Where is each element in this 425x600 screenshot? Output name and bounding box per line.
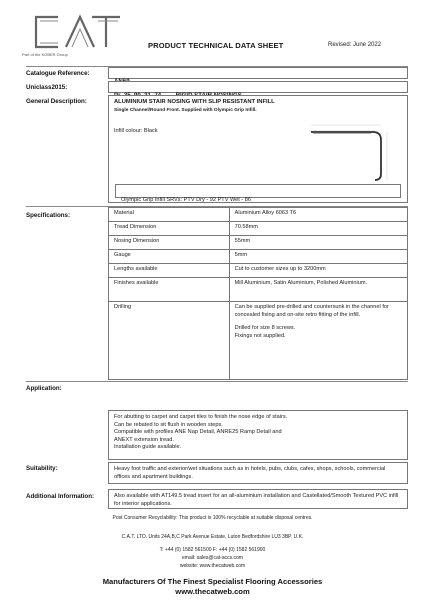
table-row (109, 264, 408, 278)
suitability-box (108, 462, 408, 484)
infill-colour: Infill colour: Black (114, 128, 158, 134)
spec-value-note: Drilled for size 8 screws. (234, 325, 296, 332)
specifications-table (108, 207, 408, 380)
description-title: ALUMINIUM STAIR NOSING WITH SLIP RESISTANT INFILL (114, 99, 275, 105)
spec-key: Finishes available (109, 278, 230, 302)
additional-text: Also available with AT149.5 tread insert for an all-aluminium installation and Castellated/Smooth Textured PVC infill for interior applications. (114, 493, 399, 507)
application-line: Can be rebated to sit flush in wooden steps. (114, 421, 223, 428)
page-header (0, 0, 425, 62)
logo-tagline: Part of the KOBER Group (22, 52, 68, 57)
company-website: website: www.thecatweb.com (179, 563, 246, 569)
spec-value: 70.58mm (229, 222, 407, 236)
additional-box (108, 489, 408, 509)
spec-key: Lengths available (109, 264, 230, 278)
application-line: Installation guide available. (114, 444, 182, 451)
catalogue-box (108, 67, 408, 79)
uniclass-box (108, 81, 408, 93)
description-label: General Description: (26, 98, 87, 105)
table-row (109, 302, 408, 380)
spec-value: Cut to customer sizes up to 3200mm (229, 264, 407, 278)
revision-date: Revised: June 2022 (328, 42, 382, 48)
table-row (109, 250, 408, 264)
catalogue-label: Catalogue Reference: (26, 70, 90, 77)
spec-value: Can be supplied pre-drilled and countersunk in the channel for concealed fixing and on-site retro fitting of the infill. (234, 304, 389, 318)
spec-key: Material (109, 208, 230, 222)
spec-key: Tread Dimension (109, 222, 230, 236)
cat-logo (28, 13, 124, 53)
specifications-label: Specifications: (26, 212, 71, 219)
footer-url[interactable]: www.thecatweb.com (175, 587, 250, 596)
application-line: For abutting to carpet and carpet tiles to finish the nose edge of stairs. (114, 414, 288, 420)
description-subtitle: Single Channel/Round Front. Supplied with Olympic Grip Infill. (114, 108, 257, 113)
spec-value-note: Fixings not supplied. (234, 332, 286, 339)
application-box (108, 410, 408, 460)
spec-value: 55mm (229, 236, 407, 250)
spec-key: Drilling (109, 302, 230, 380)
spec-value: Aluminium Alloy 6063 T6 (229, 208, 407, 222)
table-row (109, 222, 408, 236)
company-address: C.A.T. LTD. Units 24A,B,C Park Avenue Estate, Luton Bedfordshire LU3 3BP. U.K. (121, 534, 304, 540)
spec-value: 5mm (229, 250, 407, 264)
nosing-profile-drawing (301, 122, 401, 182)
description-box (108, 95, 408, 203)
spec-value: Mill Aluminium, Satin Aluminium, Polished Aluminium. (229, 278, 407, 302)
table-row (109, 236, 408, 250)
srv-box (115, 184, 401, 203)
application-line: ANEXT extension tread. (114, 436, 174, 443)
spec-key: Nosing Dimension (109, 236, 230, 250)
application-label: Application: (26, 385, 62, 392)
company-email: email: sales@cat-accs.com (182, 555, 243, 561)
application-line: Compatible with profiles ANE Nap Detail, ANRE25 Ramp Detail and (114, 429, 282, 436)
spec-key: Gauge (109, 250, 230, 264)
divider (26, 381, 408, 382)
additional-label: Additional Information: (26, 493, 95, 500)
spec-value-cell (229, 302, 407, 380)
suitability-text: Heavy foot traffic and exterior/wet situations such as in hotels, pubs, clubs, cafes, shops, schools, commercial offices and apartment buildings. (114, 466, 386, 480)
recyclability-note: Post Consumer Recyclability: This product is 100% recyclable at suitable disposal centres. (112, 515, 313, 521)
page-title: PRODUCT TECHNICAL DATA SHEET (148, 41, 284, 50)
company-phone: T: +44 (0) 1582 561500 F: +44 (0) 1582 561900 (159, 547, 266, 553)
table-row (109, 208, 408, 222)
suitability-label: Suitability: (26, 465, 58, 472)
footer-tagline: Manufacturers Of The Finest Specialist Flooring Accessories (102, 577, 323, 586)
table-row (109, 278, 408, 302)
uniclass-label: Uniclass2015: (26, 84, 68, 91)
srv-values: Olympic Grip Infill SRVs: PTV Dry - 92 PTV Wet - 86 (121, 197, 252, 203)
